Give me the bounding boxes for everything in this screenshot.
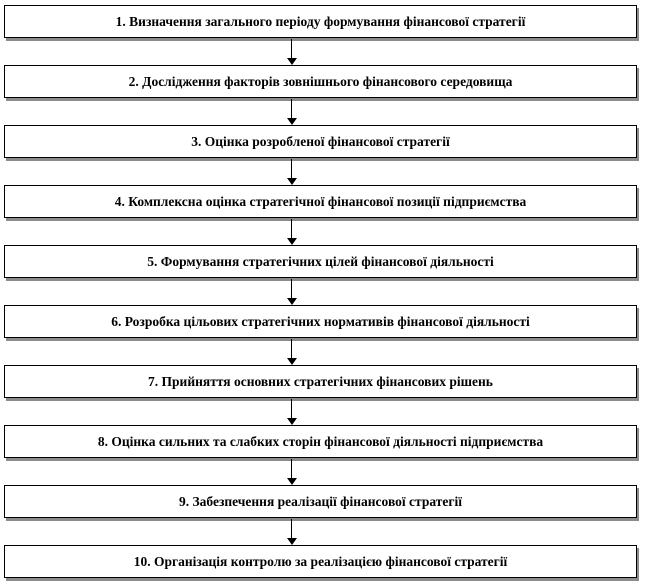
arrow-down-icon <box>286 399 298 426</box>
arrow-down-icon <box>286 279 298 306</box>
arrow-down-icon <box>286 39 298 66</box>
step-3-label: 3. Оцінка розробленої фінансової стратегії <box>191 133 450 149</box>
arrow-down-icon <box>286 219 298 246</box>
step-4-label: 4. Комплексна оцінка стратегічної фінансової позиції підприємства <box>114 193 527 209</box>
step-4-box <box>4 185 637 218</box>
step-10-box <box>4 545 637 578</box>
step-10-label: 10. Організація контролю за реалізацією фінансової стратегії <box>133 553 508 569</box>
arrow-down-icon <box>286 99 298 126</box>
step-9-box <box>4 485 637 518</box>
arrow-down-icon <box>286 519 298 546</box>
step-5-box <box>4 245 637 278</box>
step-7-label: 7. Прийняття основних стратегічних фінансових рішень <box>148 373 493 389</box>
step-7-box <box>4 365 637 398</box>
arrow-down-icon <box>286 339 298 366</box>
step-5-label: 5. Формування стратегічних цілей фінансової діяльності <box>147 253 494 269</box>
step-2-box <box>4 65 637 98</box>
arrow-down-icon <box>286 459 298 486</box>
step-9-label: 9. Забезпечення реалізації фінансової стратегії <box>179 493 462 509</box>
step-6-label: 6. Розробка цільових стратегічних нормативів фінансової діяльності <box>111 313 530 329</box>
step-1-box <box>4 5 637 38</box>
step-2-label: 2. Дослідження факторів зовнішнього фінансового середовища <box>128 73 513 89</box>
step-1-label: 1. Визначення загального періоду формування фінансової стратегії <box>115 13 526 29</box>
step-6-box <box>4 305 637 338</box>
arrow-down-icon <box>286 159 298 186</box>
step-8-label: 8. Оцінка сильних та слабких сторін фінансової діяльності підприємства <box>97 433 544 449</box>
step-8-box <box>4 425 637 458</box>
step-3-box <box>4 125 637 158</box>
